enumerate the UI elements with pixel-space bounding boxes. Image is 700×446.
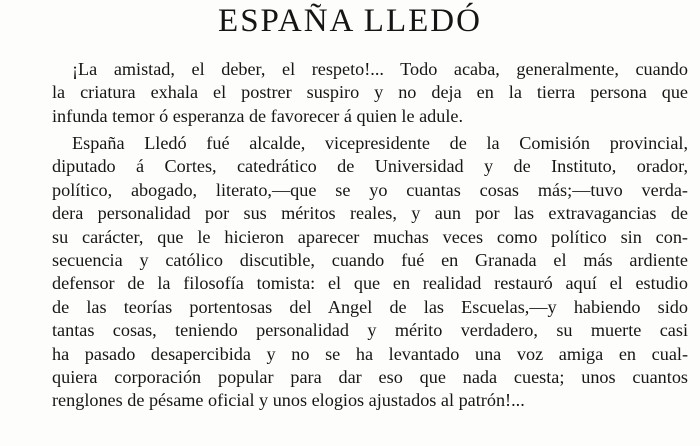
paragraph-1 (52, 58, 688, 128)
text-line: España Lledó fué alcalde, vicepresidente de la Comisión provincial, (72, 133, 688, 153)
text-line: su carácter, que le hicieron aparecer muchas veces como político sin con- (52, 226, 688, 247)
text-line: dera personalidad por sus méritos reales, y aun por las extravagancias de (52, 203, 688, 224)
text-line: defensor de la filosofía tomista: el que en realidad restauró aquí el estudio (52, 273, 688, 294)
text-line: la criatura exhala el postrer suspiro y no deja en la tierra persona que (52, 82, 688, 103)
text-line: ¡La amistad, el deber, el respeto!... Todo acaba, generalmente, cuando (72, 59, 688, 79)
text-line: secuencia y católico discutible, cuando fué en Granada el más ardiente (52, 249, 688, 270)
text-line: quiera corporación popular para dar eso que nada cuesta; unos cuantos (52, 366, 688, 387)
text-line: político, abogado, literato,—que se yo cuantas cosas más;—tuvo verda- (52, 179, 688, 200)
text-line: diputado á Cortes, catedrático de Universidad y de Instituto, orador, (52, 156, 688, 177)
paragraph-2 (52, 132, 688, 413)
text-line: renglones de pésame oficial y unos elogios ajustados al patrón!... (52, 390, 525, 411)
text-line: infunda temor ó esperanza de favorecer á quien le adule. (52, 105, 464, 126)
text-line: tantas cosas, teniendo personalidad y mérito verdadero, su muerte casi (52, 320, 688, 341)
document-title: ESPAÑA LLEDÓ (218, 3, 482, 39)
text-line: de las teorías portentosas del Angel de las Escuelas,—y habiendo sido (52, 296, 688, 317)
text-line: ha pasado desapercibida y no se ha levantado una voz amiga en cual- (52, 343, 688, 364)
